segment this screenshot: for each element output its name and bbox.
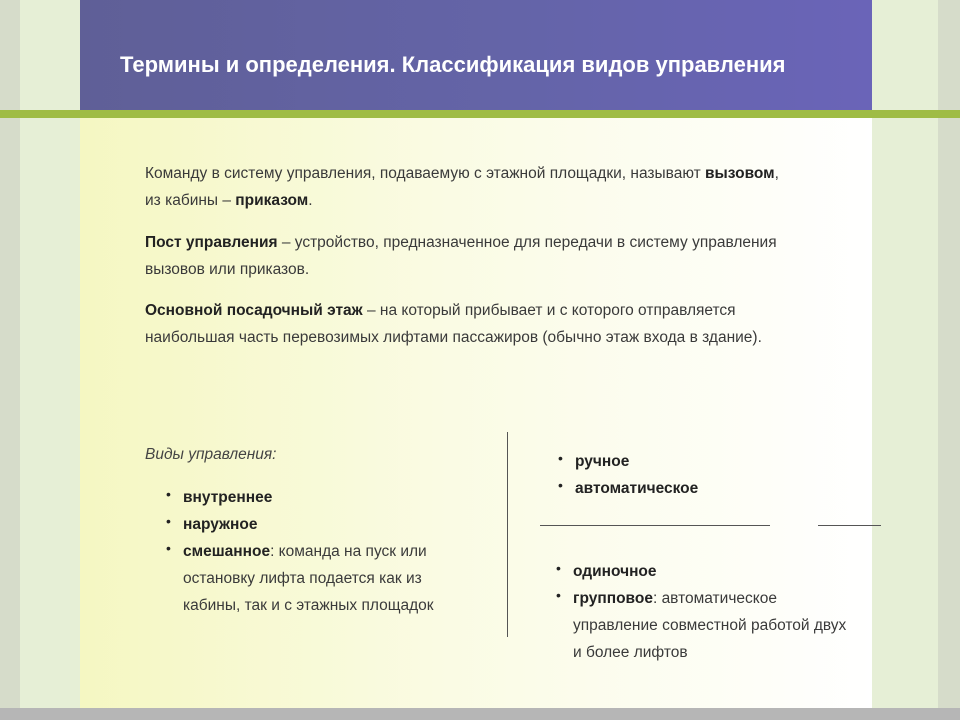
list-item-text: : автоматическое управление совместной работой двух и более лифтов [573,590,847,661]
list-item-term: смешанное [183,543,271,560]
control-kinds-label: Виды управления: [145,446,277,463]
left-outer-stripe [0,0,20,720]
definition-text: – на который прибывает и с которого отправляется наибольшая часть перевозимых лифтами пассажиров (обычно этаж входа в здание). [145,302,762,346]
definition-call-order [145,160,785,214]
term-control-post: Пост управления [145,234,278,251]
right-outer-stripe [938,0,960,720]
list-item-term: групповое [573,590,653,607]
list-item-term: автоматическое [575,480,699,497]
list-item [166,511,466,538]
list-item [166,538,466,619]
list-item-term: наружное [183,516,258,533]
list-item-text: : команда на пуск или остановку лифта подается как из кабины, так и с этажных площадок [183,543,434,614]
definition-main-landing-floor [145,297,785,351]
definition-text: , из кабины – [145,165,779,209]
definition-text: . [308,192,313,209]
list-item [556,558,856,585]
control-kinds-list-single-group [556,558,856,666]
term-call: вызовом [705,165,775,182]
list-item [166,484,466,511]
vertical-divider [507,432,508,637]
list-item [556,585,856,666]
list-item-term: внутреннее [183,489,273,506]
term-main-landing-floor: Основной посадочный этаж [145,302,363,319]
control-kinds-list-manual-auto [558,448,858,502]
term-order: приказом [235,192,309,209]
list-item [558,475,858,502]
right-inner-stripe [872,0,938,720]
bottom-bar [0,708,960,720]
definition-text: – устройство, предназначенное для передачи в систему управления вызовов или приказов. [145,234,777,278]
list-item-term: ручное [575,453,630,470]
slide-title: Термины и определения. Классификация видов управления [120,52,786,77]
list-item [558,448,858,475]
list-item-term: одиночное [573,563,657,580]
definition-control-post [145,229,785,283]
definition-text: Команду в систему управления, подаваемую с этажной площадки, называют [145,165,706,182]
left-inner-stripe [20,0,80,720]
header-divider [0,110,960,118]
horizontal-divider [540,525,770,526]
horizontal-divider-short [818,525,881,526]
control-kinds-list-left [166,484,466,619]
